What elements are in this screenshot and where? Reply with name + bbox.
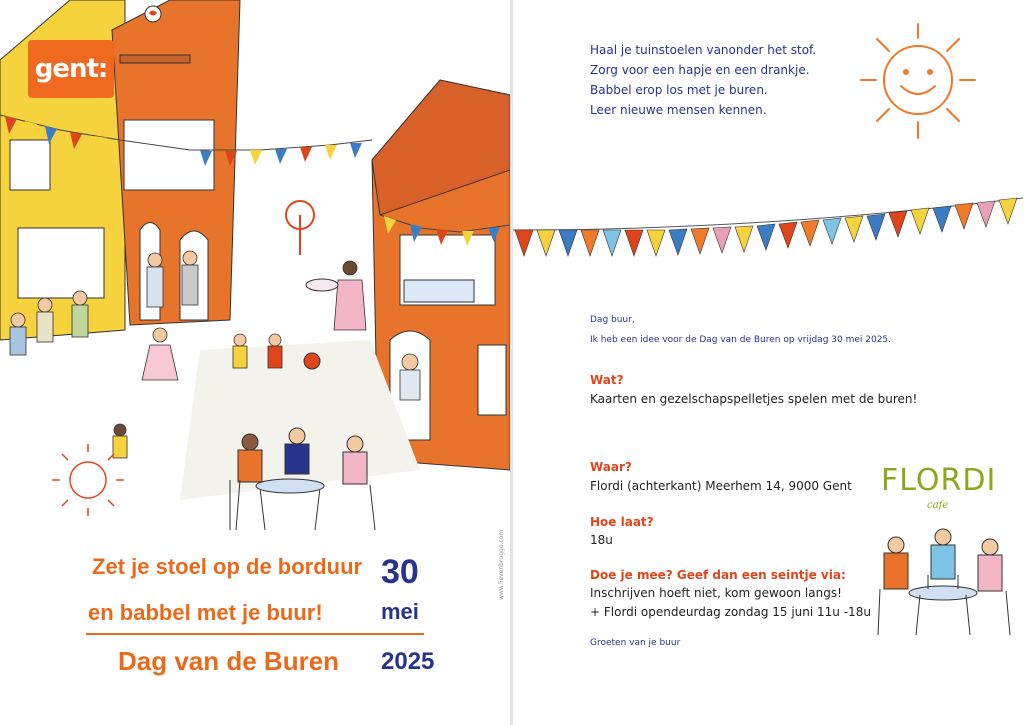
headline-line-2: en babbel met je buur! xyxy=(88,600,323,625)
mee-title: Doe je mee? Geef dan een seintje via: xyxy=(590,568,846,582)
flordi-cafe-label: cafe xyxy=(927,500,949,511)
intro-line: Babbel erop los met je buren. xyxy=(590,83,768,97)
divider xyxy=(86,633,424,635)
hoelaat-text: 18u xyxy=(590,533,613,547)
intro-line: Haal je tuinstoelen vanonder het stof. xyxy=(590,43,817,57)
right-page xyxy=(513,0,1024,725)
headline-line-1: Zet je stoel op de borduur xyxy=(92,554,363,579)
hoelaat-title: Hoe laat? xyxy=(590,515,654,529)
closing: Groeten van je buur xyxy=(590,638,681,648)
wat-title: Wat? xyxy=(590,373,624,387)
date-year: 2025 xyxy=(381,648,435,675)
mee-line-2: + Flordi opendeurdag zondag 15 juni 11u -18u xyxy=(590,605,871,619)
date-month: mei xyxy=(381,599,419,624)
table-illustration xyxy=(868,525,1018,640)
greeting: Dag buur, xyxy=(590,315,635,325)
wat-text: Kaarten en gezelschapspelletjes spelen met de buren! xyxy=(590,392,918,406)
flordi-logo: FLORDI xyxy=(881,463,997,498)
date-day: 30 xyxy=(381,553,419,591)
intro-text xyxy=(590,40,816,120)
illustrator-credit: www.lievenbrugge.com xyxy=(498,529,505,600)
event-name: Dag van de Buren xyxy=(118,646,340,676)
waar-text: Flordi (achterkant) Meerhem 14, 9000 Gent xyxy=(590,479,852,493)
left-page xyxy=(0,0,510,725)
mee-line-1: Inschrijven hoeft niet, kom gewoon langs! xyxy=(590,586,842,600)
bunting-garland xyxy=(513,190,1024,270)
intro-line: Leer nieuwe mensen kennen. xyxy=(590,103,767,117)
sun-icon xyxy=(853,20,983,150)
waar-title: Waar? xyxy=(590,460,632,474)
intro-line: Zorg voor een hapje en een drankje. xyxy=(590,63,810,77)
gent-logo[interactable]: gent: xyxy=(28,40,114,98)
opening-sentence: Ik heb een idee voor de Dag van de Buren op vrijdag 30 mei 2025. xyxy=(590,335,892,345)
